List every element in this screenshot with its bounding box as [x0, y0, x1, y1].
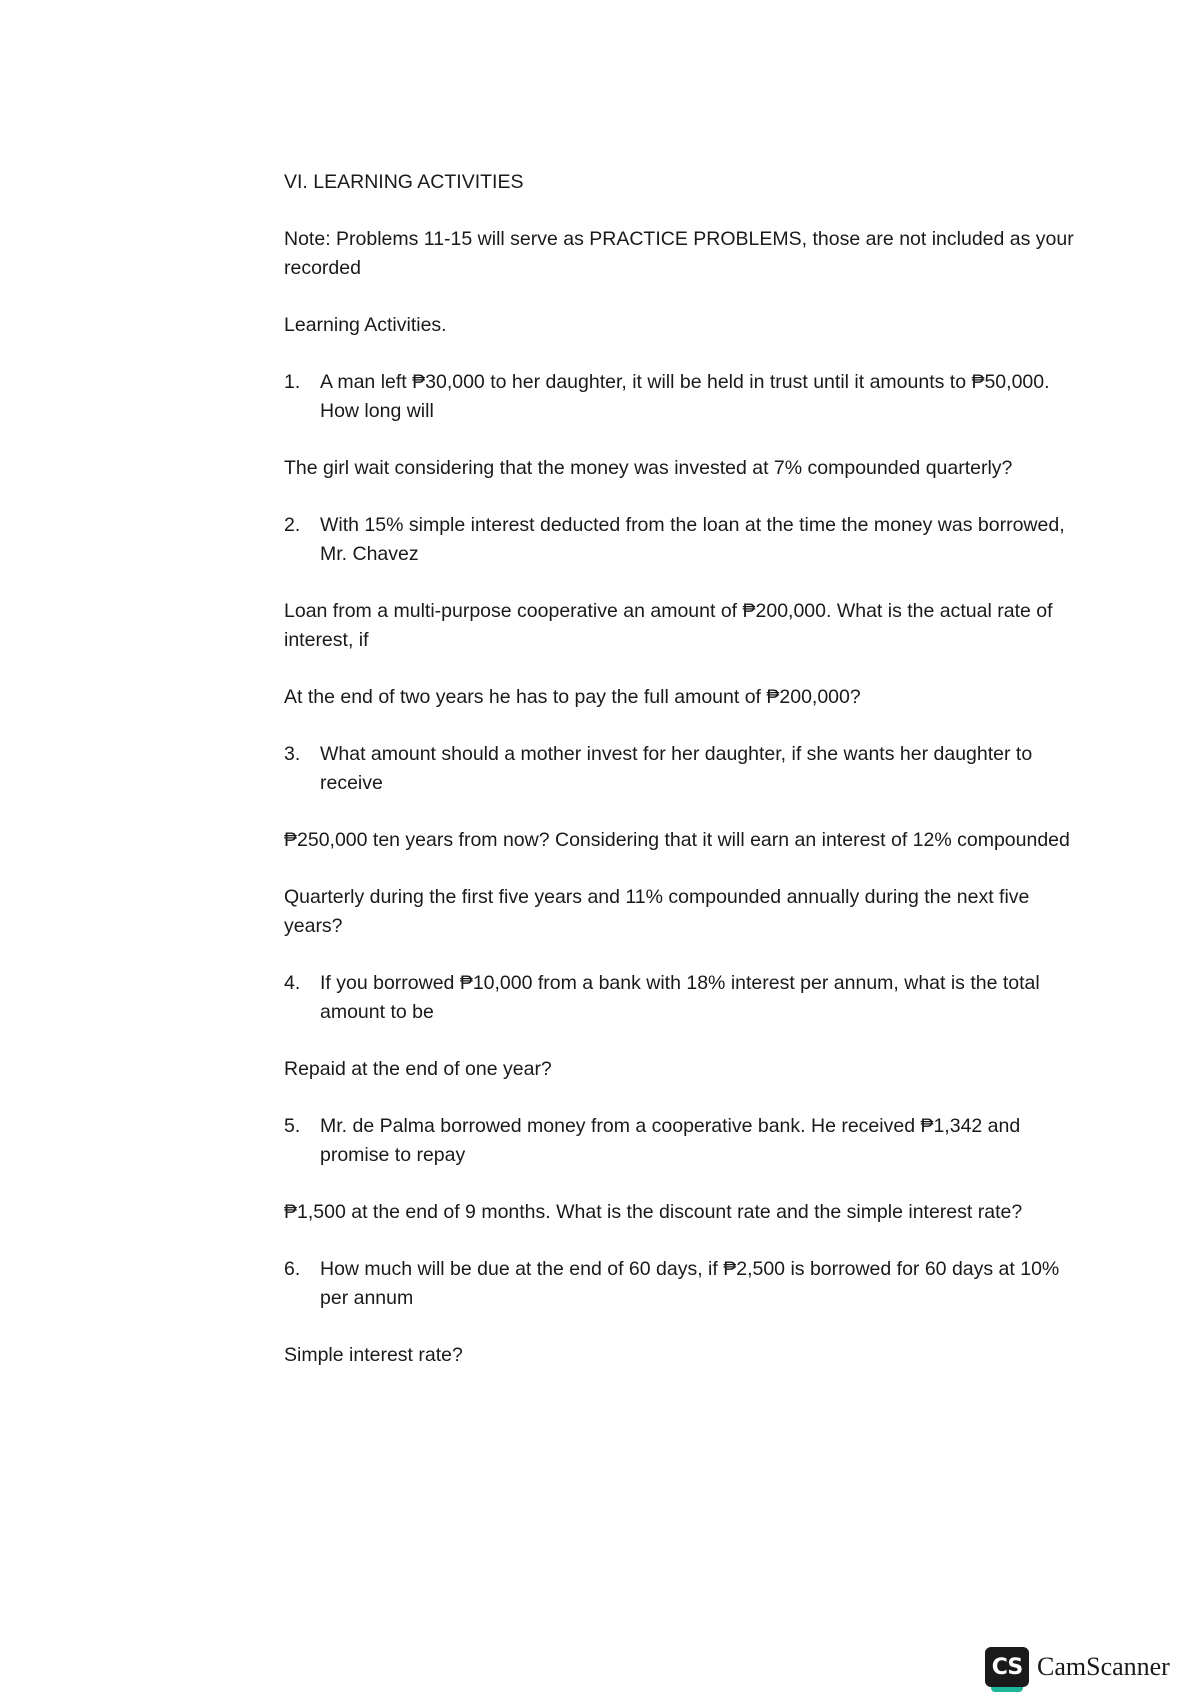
problem-5 — [284, 1112, 1074, 1170]
problem-3-continuation: Quarterly during the first five years and 11% compounded annually during the next five years? — [284, 886, 1030, 937]
problem-3-continuation: ₱250,000 ten years from now? Considering that it will earn an interest of 12% compounded — [284, 829, 1070, 851]
problem-6 — [284, 1255, 1074, 1313]
problem-number: 3. — [284, 743, 301, 765]
camscanner-logo-icon: CS — [985, 1647, 1029, 1687]
problem-4-continuation: Repaid at the end of one year? — [284, 1058, 552, 1080]
problem-number: 6. — [284, 1258, 301, 1280]
problem-text: With 15% simple interest deducted from the loan at the time the money was borrowed, Mr. Chavez — [320, 514, 1065, 565]
subheading: Learning Activities. — [284, 314, 447, 336]
problem-text: What amount should a mother invest for her daughter, if she wants her daughter to receive — [320, 743, 1033, 794]
problem-number: 5. — [284, 1115, 301, 1137]
camscanner-brand: CamScanner — [1037, 1652, 1170, 1681]
camscanner-watermark — [985, 1644, 1170, 1690]
problem-text: How much will be due at the end of 60 days, if ₱2,500 is borrowed for 60 days at 10% per annum — [320, 1258, 1060, 1309]
problem-2-continuation: Loan from a multi-purpose cooperative an amount of ₱200,000. What is the actual rate of interest, if — [284, 600, 1053, 651]
problem-2 — [284, 511, 1074, 569]
problem-text: If you borrowed ₱10,000 from a bank with 18% interest per annum, what is the total amount to be — [320, 972, 1040, 1023]
problem-1-continuation: The girl wait considering that the money was invested at 7% compounded quarterly? — [284, 457, 1013, 479]
problem-5-continuation: ₱1,500 at the end of 9 months. What is the discount rate and the simple interest rate? — [284, 1201, 1023, 1223]
problem-6-continuation: Simple interest rate? — [284, 1344, 463, 1366]
document-page — [284, 168, 1074, 1398]
problem-number: 1. — [284, 371, 301, 393]
note-paragraph: Note: Problems 11-15 will serve as PRACTICE PROBLEMS, those are not included as your recorded — [284, 228, 1074, 279]
section-heading: VI. LEARNING ACTIVITIES — [284, 171, 524, 193]
problem-3 — [284, 740, 1074, 798]
problem-text: Mr. de Palma borrowed money from a cooperative bank. He received ₱1,342 and promise to repay — [320, 1115, 1021, 1166]
problem-4 — [284, 969, 1074, 1027]
problem-number: 4. — [284, 972, 301, 994]
problem-2-continuation: At the end of two years he has to pay the full amount of ₱200,000? — [284, 686, 861, 708]
problem-1 — [284, 368, 1074, 426]
problem-number: 2. — [284, 514, 301, 536]
problem-text: A man left ₱30,000 to her daughter, it will be held in trust until it amounts to ₱50,000. How long will — [320, 371, 1050, 422]
